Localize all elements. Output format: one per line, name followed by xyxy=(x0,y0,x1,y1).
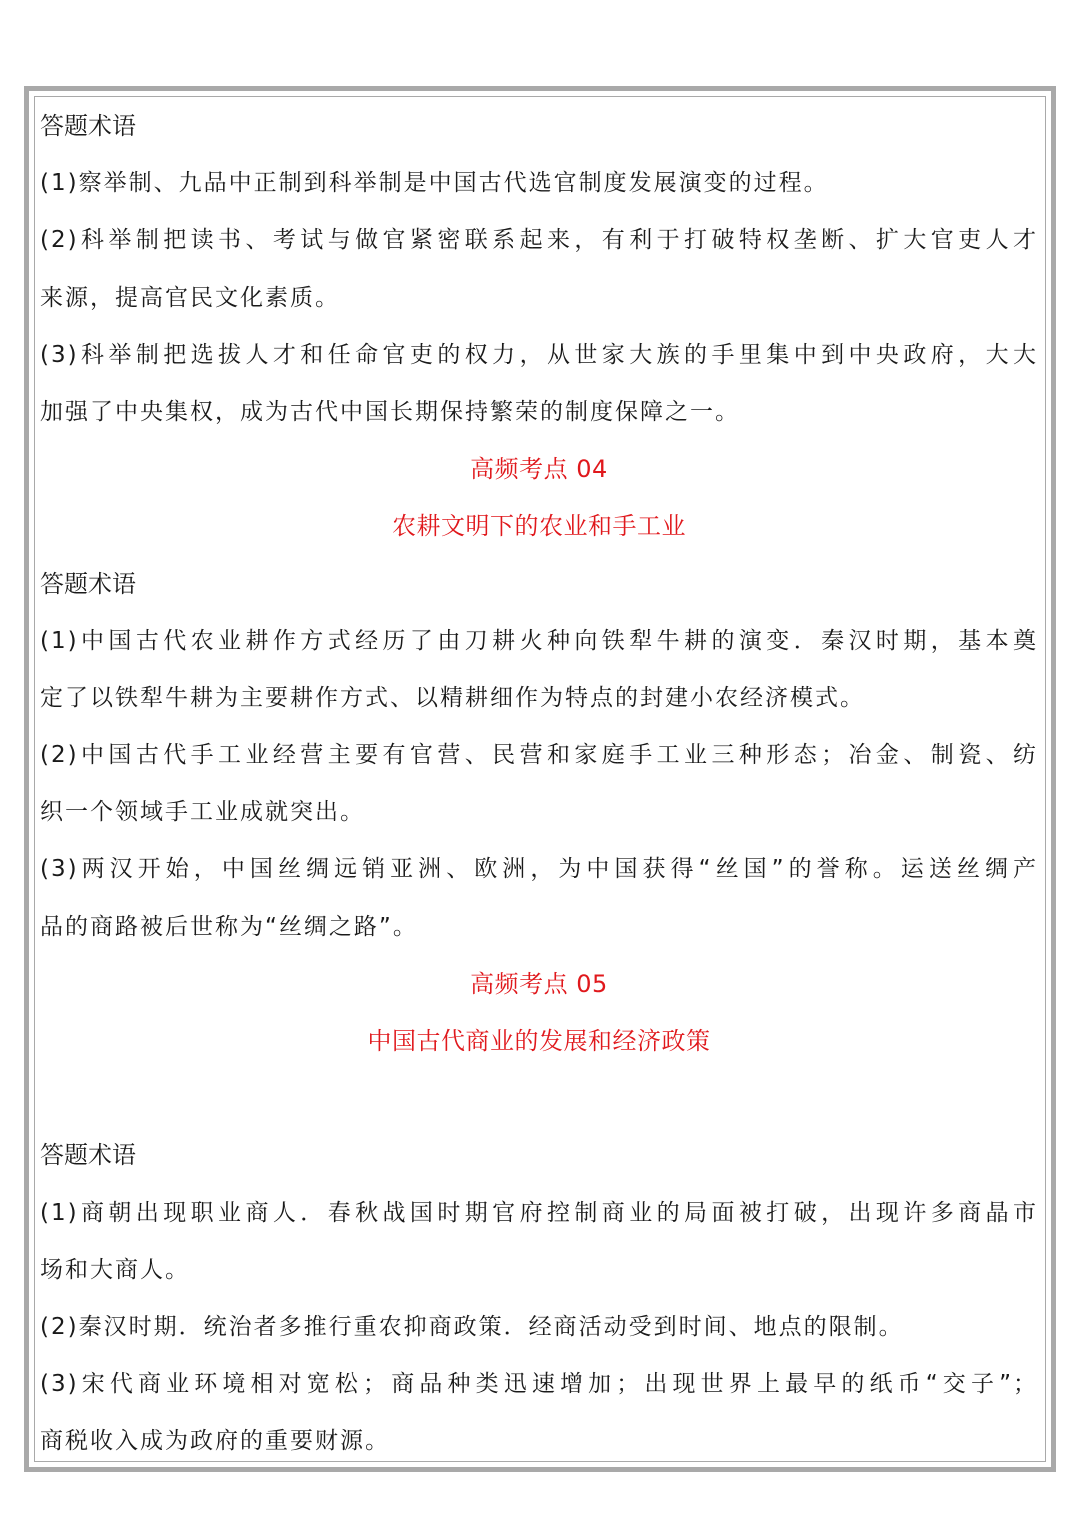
paragraph-line: 定了以铁犁牛耕为主要耕作方式、以精耕细作为特点的封建小农经济模式。 xyxy=(40,684,865,711)
spacer xyxy=(40,1070,1038,1127)
exam-point-number: 高频考点 04 xyxy=(470,455,608,484)
paragraph-line: (1)商朝出现职业商人．春秋战国时期官府控制商业的局面被打破，出现许多商晶市 xyxy=(40,1199,1038,1226)
exam-point-number: 高频考点 05 xyxy=(470,969,608,998)
paragraph-line: 场和大商人。 xyxy=(40,1256,190,1283)
paragraph-line: (2)秦汉时期．统治者多推行重农抑商政策．经商活动受到时间、地点的限制。 xyxy=(40,1313,904,1340)
paragraph-line: (3)宋代商业环境相对宽松；商品种类迅速增加；出现世界上最早的纸币“交子”； xyxy=(40,1371,1038,1398)
exam-point-title: 农耕文明下的农业和手工业 xyxy=(392,512,686,541)
section-heading: 答题术语 xyxy=(40,112,136,140)
paragraph-line: (2)科举制把读书、考试与做官紧密联系起来，有利于打破特权垄断、扩大官吏人才 xyxy=(40,227,1038,254)
paragraph-line: 来源，提高官民文化素质。 xyxy=(40,284,340,311)
paragraph-line: (1)中国古代农业耕作方式经历了由刀耕火种向铁犁牛耕的演变．秦汉时期，基本奠 xyxy=(40,627,1038,654)
section-heading: 答题术语 xyxy=(40,569,136,598)
paragraph-line: 加强了中央集权，成为古代中国长期保持繁荣的制度保障之一。 xyxy=(40,398,740,425)
paragraph-line: (1)察举制、九品中正制到科举制是中国古代选官制度发展演变的过程。 xyxy=(40,170,829,197)
paragraph-line: (2)中国古代手工业经营主要有官营、民营和家庭手工业三种形态；冶金、制瓷、纺 xyxy=(40,742,1038,769)
paragraph-line: (3)科举制把选拔人才和任命官吏的权力，从世家大族的手里集中到中央政府，大大 xyxy=(40,341,1038,368)
document-content xyxy=(40,98,1038,1471)
paragraph-line: (3)两汉开始，中国丝绸远销亚洲、欧洲，为中国获得“丝国”的誉称。运送丝绸产 xyxy=(40,856,1038,883)
paragraph-line: 品的商路被后世称为“丝绸之路”。 xyxy=(40,913,418,940)
paragraph-line: 商税收入成为政府的重要财源。 xyxy=(40,1428,390,1455)
exam-point-title: 中国古代商业的发展和经济政策 xyxy=(367,1027,711,1055)
paragraph-line: 织一个领域手工业成就突出。 xyxy=(40,799,365,826)
section-heading: 答题术语 xyxy=(40,1141,136,1170)
